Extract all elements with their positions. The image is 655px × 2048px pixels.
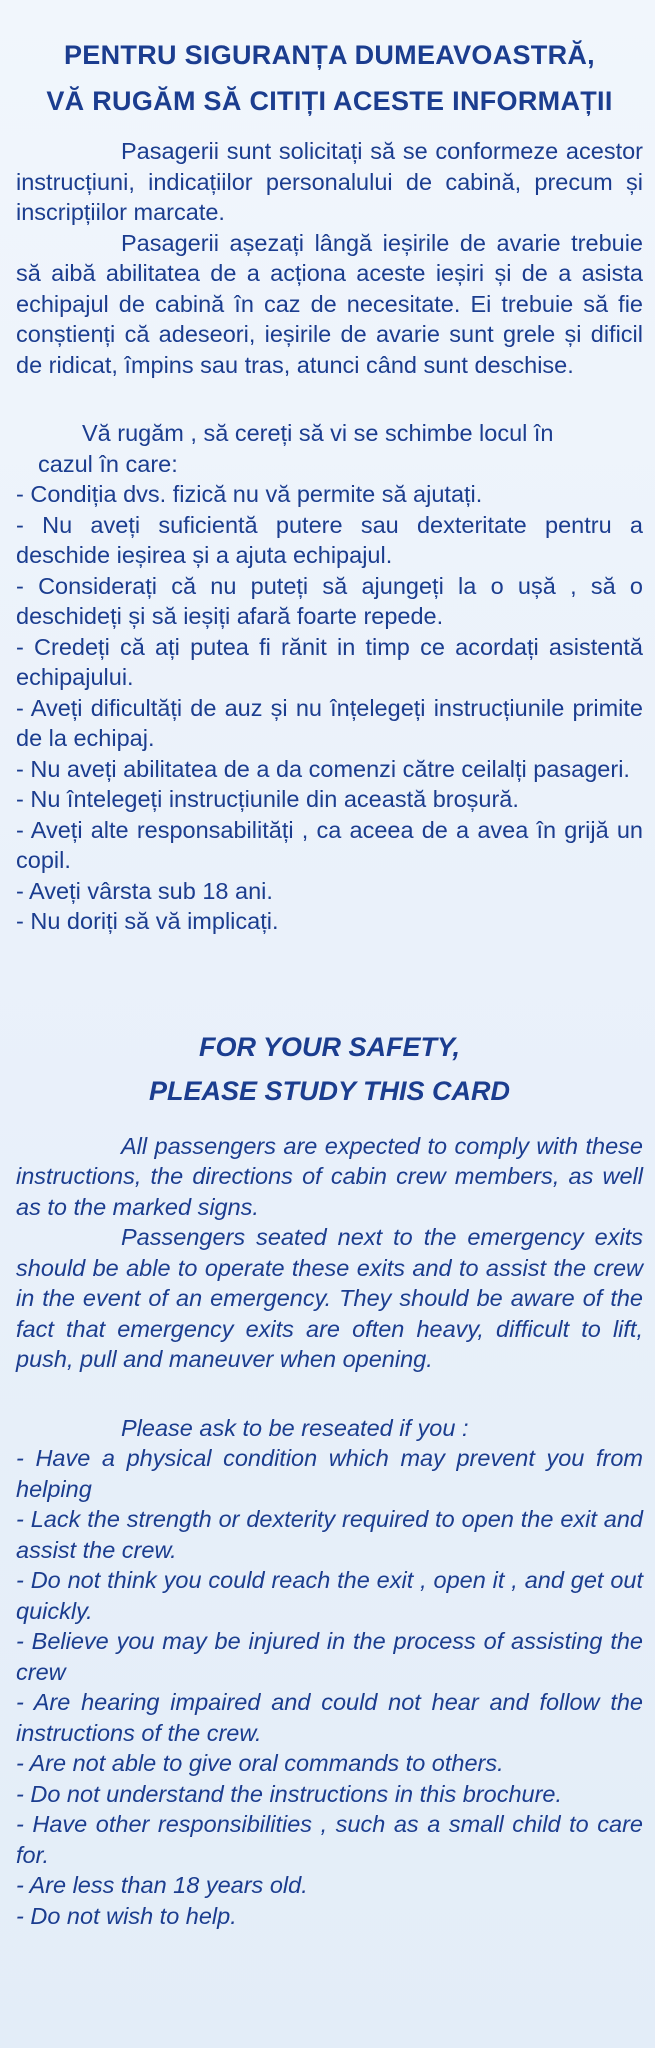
list-item: - Have other responsibilities , such as a small child to care for. [16, 1811, 643, 1868]
ro-paragraph-2: Pasagerii așezați lângă ieșirile de avarie trebuie să aibă abilitatea de a acționa aceste ieșiri și de a asista echipajul de cabină în caz de necesitate. Ei trebuie să fie conștienți că adeseori, ieșirile de avarie sunt grele și dificil de ridicat, împins sau tras, atunci când sunt deschise. [16, 229, 643, 378]
ro-title-line2: VĂ RUGĂM SĂ CITIȚI ACESTE INFORMAȚII [46, 86, 613, 116]
en-body [16, 1131, 643, 1932]
ro-reseat-section [16, 418, 643, 937]
list-item: - Believe you may be injured in the process of assisting the crew [16, 1628, 643, 1685]
list-item: - Considerați că nu puteți să ajungeți la o ușă , să o deschideți și să ieșiți afară foarte repede. [16, 572, 643, 629]
ro-reseat-intro-cont: cazul în care: [38, 450, 178, 477]
list-item: - Are less than 18 years old. [16, 1872, 308, 1898]
en-reseat-intro: Please ask to be reseated if you : [121, 1414, 469, 1441]
list-item: - Have a physical condition which may prevent you from helping [16, 1445, 643, 1502]
list-item: - Aveți vârsta sub 18 ani. [16, 877, 273, 904]
list-item: - Are not able to give oral commands to others. [16, 1750, 504, 1776]
en-paragraph-1: All passengers are expected to comply with these instructions, the directions of cabin crew members, as well as to the marked signs. [16, 1132, 643, 1220]
ro-reseat-intro: Vă rugăm , să cereți să vi se schimbe locul în [82, 420, 554, 446]
list-item: - Nu doriți să vă implicați. [16, 908, 279, 934]
list-item: - Nu întelegeți instrucțiunile din această broșură. [16, 786, 519, 812]
list-item: - Do not understand the instructions in this brochure. [16, 1780, 563, 1807]
list-item: - Nu aveți abilitatea de a da comenzi către ceilalți pasageri. [16, 755, 630, 782]
en-title-line1: FOR YOUR SAFETY, [198, 1031, 461, 1062]
ro-paragraph-1: Pasagerii sunt solicitați să se conformeze acestor instrucțiuni, indicațiilor personalului de cabină, precum și inscripțiilor marcate. [16, 138, 643, 225]
list-item: - Nu aveți suficientă putere sau dexteritate pentru a deschide ieșirea și a ajuta echipajul. [16, 511, 643, 568]
list-item: - Are hearing impaired and could not hear and follow the instructions of the crew. [16, 1689, 643, 1746]
list-item: - Aveți alte responsabilități , ca aceea de a avea în grijă un copil. [16, 816, 643, 873]
ro-title-line1: PENTRU SIGURANȚA DUMEAVOASTRĂ, [63, 40, 595, 70]
romanian-section [16, 32, 643, 937]
list-item: - Do not think you could reach the exit , open it , and get out quickly. [16, 1567, 643, 1624]
en-title [16, 1025, 643, 1113]
list-item: - Aveți dificultăți de auz și nu înțelegeți instrucțiunile primite de la echipaj. [16, 694, 643, 751]
en-reseat-section [16, 1413, 643, 1932]
en-reseat-list [16, 1443, 643, 1931]
english-section [16, 1025, 643, 1932]
ro-title [16, 32, 643, 124]
list-item: - Do not wish to help. [16, 1902, 237, 1929]
ro-reseat-list [16, 479, 643, 937]
list-item: - Lack the strength or dexterity required to open the exit and assist the crew. [16, 1506, 643, 1563]
en-paragraph-2: Passengers seated next to the emergency exits should be able to operate these exits and to assist the crew in the event of an emergency. They should be aware of the fact that emergency exits are often heavy, difficult to lift, push, pull and maneuver when opening. [16, 1224, 643, 1372]
list-item: - Condiția dvs. fizică nu vă permite să ajutați. [16, 481, 483, 507]
list-item: - Credeți că ați putea fi rănit in timp ce acordați asistentă echipajului. [16, 633, 643, 690]
en-title-line2: PLEASE STUDY THIS CARD [148, 1075, 511, 1106]
ro-body [16, 136, 643, 937]
